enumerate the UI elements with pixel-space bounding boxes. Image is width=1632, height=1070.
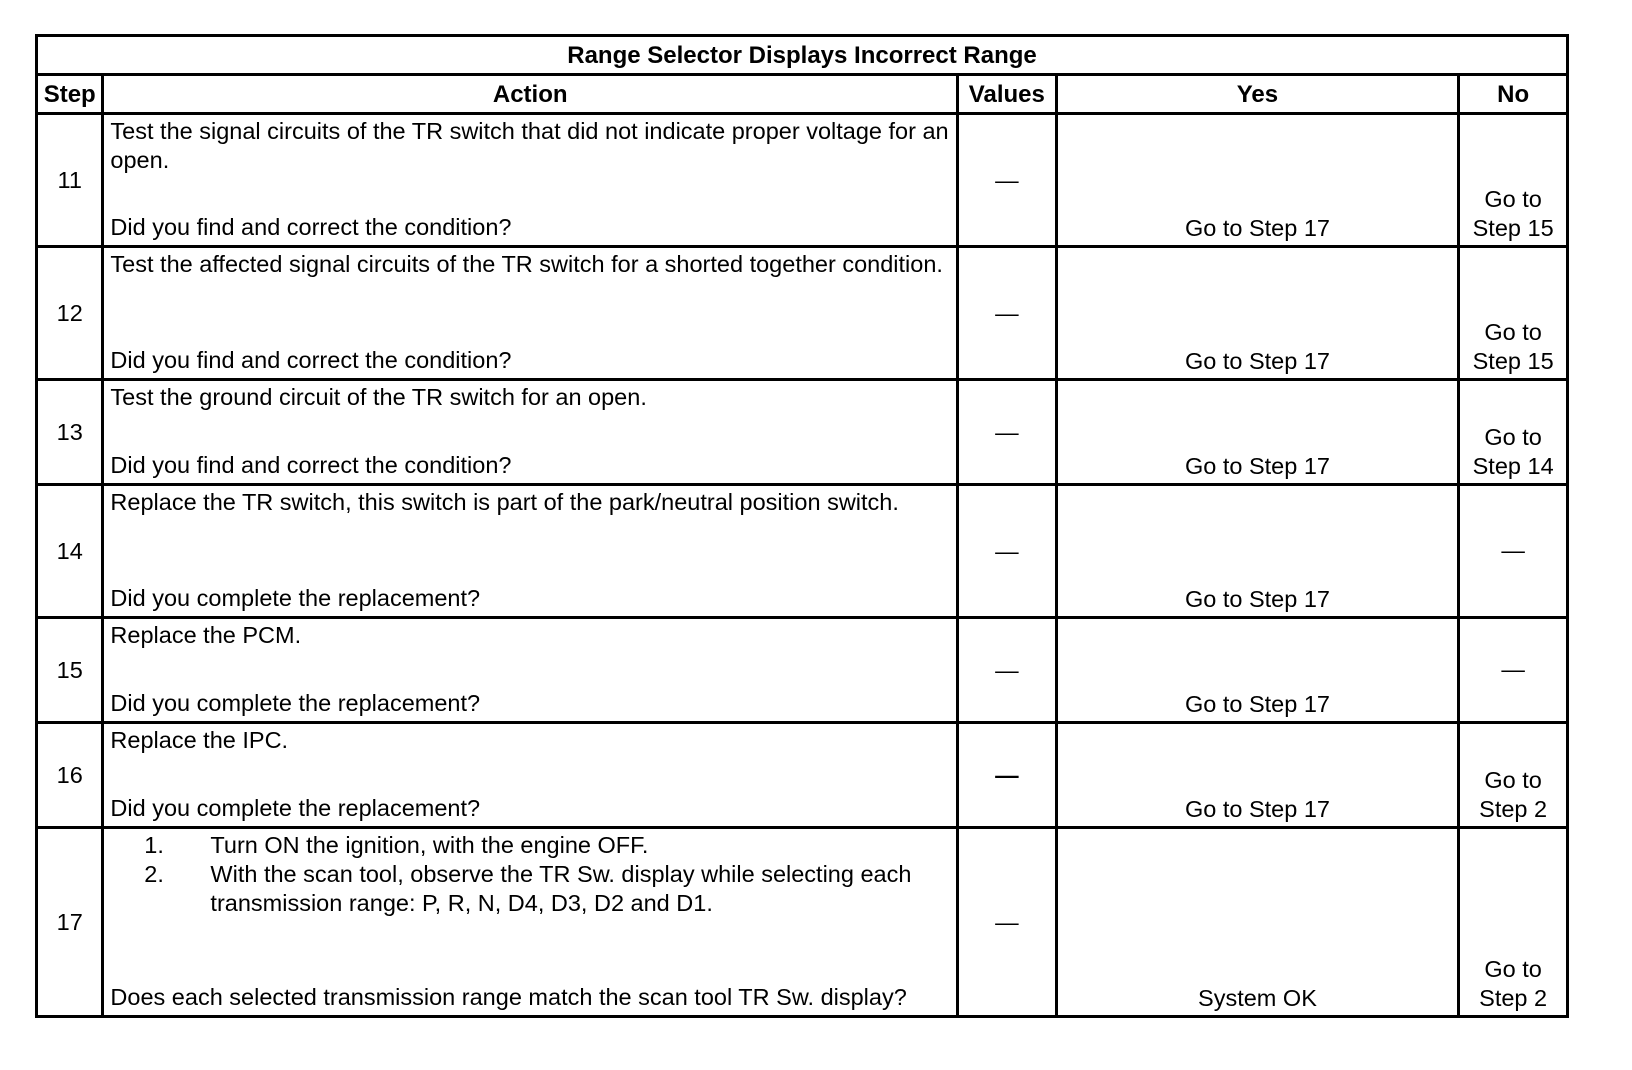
- question-text: Did you find and correct the condition?: [110, 347, 512, 373]
- no-cell: —: [1459, 485, 1568, 618]
- values-cell: —: [958, 114, 1057, 247]
- step-number: 13: [37, 380, 103, 485]
- action-text: Test the signal circuits of the TR switch that did not indicate proper voltage for an open.: [110, 118, 949, 173]
- table-row: [37, 114, 1568, 247]
- diagnostic-table: [35, 34, 1569, 1018]
- no-line-1: Go to: [1484, 186, 1542, 212]
- values-cell: —: [958, 723, 1057, 828]
- no-cell: [1459, 828, 1568, 1017]
- header-yes: Yes: [1056, 75, 1459, 114]
- no-cell: [1459, 380, 1568, 485]
- yes-cell: Go to Step 17: [1056, 723, 1459, 828]
- values-cell: —: [958, 380, 1057, 485]
- yes-cell: Go to Step 17: [1056, 380, 1459, 485]
- action-text: Replace the TR switch, this switch is part of the park/neutral position switch.: [110, 489, 899, 515]
- values-cell: —: [958, 485, 1057, 618]
- header-row: [37, 75, 1568, 114]
- action-text: Test the ground circuit of the TR switch for an open.: [110, 384, 647, 410]
- table-row: [37, 723, 1568, 828]
- header-no: No: [1459, 75, 1568, 114]
- no-cell: [1459, 723, 1568, 828]
- values-cell: —: [958, 247, 1057, 380]
- yes-cell: Go to Step 17: [1056, 485, 1459, 618]
- question-text: Did you find and correct the condition?: [110, 452, 512, 478]
- yes-cell: System OK: [1056, 828, 1459, 1017]
- values-cell: —: [958, 828, 1057, 1017]
- step-number: 16: [37, 723, 103, 828]
- step-number: 12: [37, 247, 103, 380]
- table-row: [37, 828, 1568, 1017]
- no-line-2: Step 2: [1479, 985, 1548, 1011]
- no-line-2: Step 2: [1479, 796, 1548, 822]
- action-cell: [103, 247, 958, 380]
- table-row: [37, 247, 1568, 380]
- header-action: Action: [103, 75, 958, 114]
- title-row: [37, 36, 1568, 75]
- action-cell: [103, 828, 958, 1017]
- no-line-1: Go to: [1484, 424, 1542, 450]
- header-step: Step: [37, 75, 103, 114]
- table-row: [37, 485, 1568, 618]
- action-text: Replace the IPC.: [110, 727, 289, 753]
- substep-item: 2. With the scan tool, observe the TR Sw. display while selecting each transmission range: P, R, N, D4, D3, D2 and D1.: [170, 860, 950, 918]
- no-line-1: Go to: [1484, 767, 1542, 793]
- no-cell: —: [1459, 618, 1568, 723]
- no-line-1: Go to: [1484, 319, 1542, 345]
- substep-item: 1. Turn ON the ignition, with the engine OFF.: [170, 831, 950, 860]
- question-text: Did you complete the replacement?: [110, 690, 481, 716]
- no-line-2: Step 15: [1472, 348, 1554, 374]
- substep-list: [110, 831, 950, 918]
- step-number: 11: [37, 114, 103, 247]
- table-row: [37, 380, 1568, 485]
- no-cell: [1459, 114, 1568, 247]
- yes-cell: Go to Step 17: [1056, 618, 1459, 723]
- values-cell: —: [958, 618, 1057, 723]
- table-title: Range Selector Displays Incorrect Range: [37, 36, 1568, 75]
- action-cell: [103, 114, 958, 247]
- step-number: 15: [37, 618, 103, 723]
- step-number: 14: [37, 485, 103, 618]
- no-line-2: Step 15: [1472, 215, 1554, 241]
- yes-cell: Go to Step 17: [1056, 247, 1459, 380]
- action-cell: [103, 380, 958, 485]
- action-text: Test the affected signal circuits of the TR switch for a shorted together condition.: [110, 251, 943, 277]
- no-cell: [1459, 247, 1568, 380]
- action-cell: [103, 485, 958, 618]
- step-number: 17: [37, 828, 103, 1017]
- table-row: [37, 618, 1568, 723]
- question-text: Does each selected transmission range match the scan tool TR Sw. display?: [110, 984, 907, 1010]
- action-cell: [103, 723, 958, 828]
- yes-cell: Go to Step 17: [1056, 114, 1459, 247]
- header-values: Values: [958, 75, 1057, 114]
- question-text: Did you complete the replacement?: [110, 795, 481, 821]
- question-text: Did you find and correct the condition?: [110, 214, 512, 240]
- no-line-1: Go to: [1484, 956, 1542, 982]
- question-text: Did you complete the replacement?: [110, 585, 481, 611]
- action-cell: [103, 618, 958, 723]
- no-line-2: Step 14: [1472, 453, 1554, 479]
- action-text: Replace the PCM.: [110, 622, 302, 648]
